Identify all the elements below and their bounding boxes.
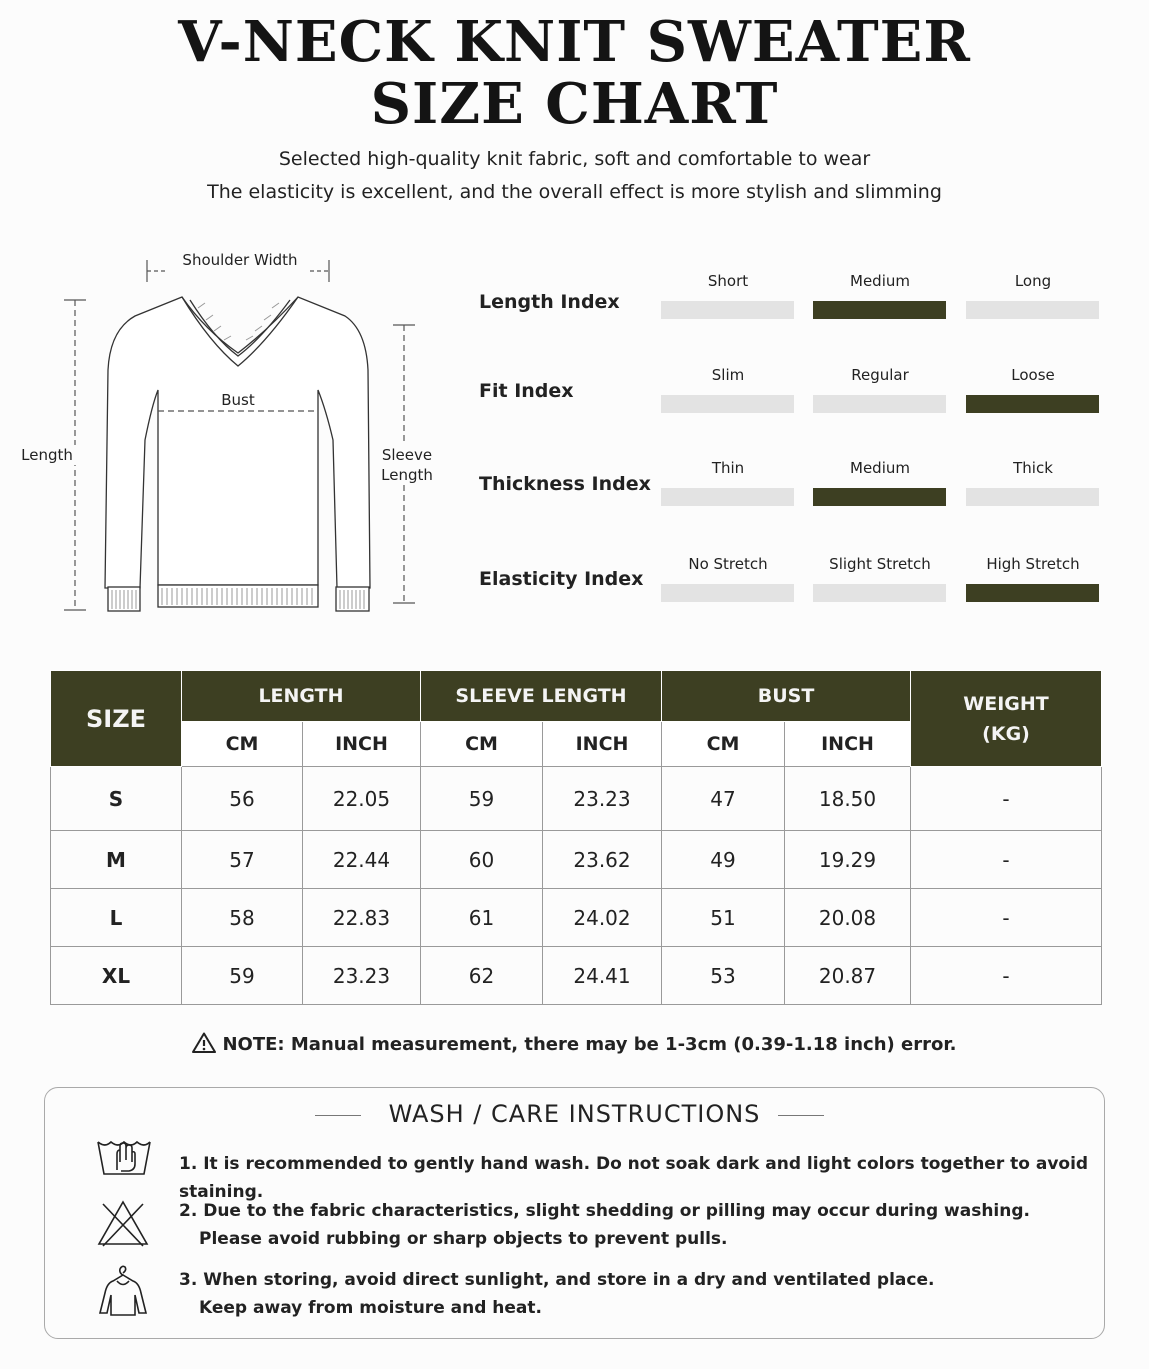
thickness-option-medium: Medium [850,459,910,477]
length-header: LENGTH [182,671,421,722]
length-inch-cell: 22.83 [303,889,421,947]
thickness-bar-medium [813,488,946,506]
warning-icon [192,1032,216,1058]
bust-cm-header: CM [662,722,785,767]
weight-header-line1: WEIGHT [963,692,1049,715]
fit-option-loose: Loose [1011,366,1055,384]
bust-inch-header: INCH [785,722,911,767]
length-index-label: Length Index [479,291,620,313]
care-item-3-line2: Keep away from moisture and heat. [199,1298,542,1318]
sleeve-cm-cell: 62 [421,947,543,1005]
care-item-2-line2: Please avoid rubbing or sharp objects to prevent pulls. [199,1229,728,1249]
bust-cm-cell: 53 [662,947,785,1005]
sleeve-length-label [376,445,438,485]
size-header: SIZE [51,671,182,767]
care-item-2-line1: 2. Due to the fabric characteristics, slight shedding or pilling may occur during washing. [179,1201,1030,1221]
thickness-bar-thick [966,488,1099,506]
size-cell: L [51,889,182,947]
weight-cell: - [911,767,1102,831]
sleeve-length-label-line2: Length [381,466,433,484]
bust-header: BUST [662,671,911,722]
care-item-2 [179,1197,1030,1253]
weight-header-line2: (KG) [982,722,1030,745]
sleeve-cm-cell: 61 [421,889,543,947]
table-row [51,889,1102,947]
elasticity-option-slight-stretch: Slight Stretch [829,555,931,573]
bust-cm-cell: 47 [662,767,785,831]
sweater-illustration [0,240,460,640]
fit-index-label: Fit Index [479,380,574,402]
fit-option-regular: Regular [851,366,909,384]
fit-bar-slim [661,395,794,413]
hand-wash-icon [95,1134,153,1182]
table-row [51,767,1102,831]
fit-bar-loose [966,395,1099,413]
length-option-long: Long [1014,272,1052,290]
sleeve-inch-cell: 23.23 [543,767,662,831]
size-cell: S [51,767,182,831]
sleeve-inch-header: INCH [543,722,662,767]
size-cell: XL [51,947,182,1005]
length-label: Length [14,445,80,465]
length-inch-cell: 23.23 [303,947,421,1005]
sleeve-inch-cell: 23.62 [543,831,662,889]
sweater-diagram [0,240,460,640]
shoulder-width-label: Shoulder Width [170,250,310,270]
weight-cell: - [911,947,1102,1005]
bust-inch-cell: 20.08 [785,889,911,947]
table-row [51,947,1102,1005]
fit-option-slim: Slim [711,366,745,384]
length-bar-long [966,301,1099,319]
bust-cm-cell: 51 [662,889,785,947]
sleeve-cm-cell: 60 [421,831,543,889]
length-cm-cell: 56 [182,767,303,831]
thickness-option-thick: Thick [1013,459,1053,477]
measurement-note [0,1032,1149,1058]
length-bar-medium [813,301,946,319]
length-option-short: Short [707,272,749,290]
length-inch-cell: 22.44 [303,831,421,889]
elasticity-option-no-stretch: No Stretch [688,555,768,573]
elasticity-bar-high-stretch [966,584,1099,602]
length-option-medium: Medium [850,272,910,290]
bust-inch-cell: 18.50 [785,767,911,831]
length-cm-header: CM [182,722,303,767]
note-text: NOTE: Manual measurement, there may be 1-3cm (0.39-1.18 inch) error. [222,1034,957,1055]
bust-cm-cell: 49 [662,831,785,889]
length-inch-header: INCH [303,722,421,767]
hanging-sweater-icon [95,1261,151,1323]
subtitle-line2: The elasticity is excellent, and the overall effect is more stylish and slimming [207,181,942,203]
elasticity-bar-no-stretch [661,584,794,602]
sleeve-length-label-line1: Sleeve [381,446,433,464]
bust-label: Bust [221,391,255,409]
bust-inch-cell: 19.29 [785,831,911,889]
size-table [50,670,1102,1005]
page-title-line1: V-NECK KNIT SWEATER [178,9,971,75]
length-cm-cell: 59 [182,947,303,1005]
subtitle-line1: Selected high-quality knit fabric, soft and comfortable to wear [278,148,871,170]
care-title: WASH / CARE INSTRUCTIONS [388,1100,761,1128]
sleeve-inch-cell: 24.02 [543,889,662,947]
weight-header [911,671,1102,767]
elasticity-option-high-stretch: High Stretch [986,555,1080,573]
do-not-wring-icon [95,1198,151,1254]
care-instructions-box [44,1087,1105,1339]
sleeve-inch-cell: 24.41 [543,947,662,1005]
length-cm-cell: 57 [182,831,303,889]
care-item-3-line1: 3. When storing, avoid direct sunlight, and store in a dry and ventilated place. [179,1270,935,1290]
length-bar-short [661,301,794,319]
thickness-option-thin: Thin [711,459,745,477]
care-item-3 [179,1266,934,1322]
table-row [51,831,1102,889]
length-inch-cell: 22.05 [303,767,421,831]
thickness-bar-thin [661,488,794,506]
thickness-index-label: Thickness Index [479,473,651,495]
fit-bar-regular [813,395,946,413]
bust-inch-cell: 20.87 [785,947,911,1005]
page-title-line2: SIZE CHART [370,71,779,137]
weight-cell: - [911,889,1102,947]
length-cm-cell: 58 [182,889,303,947]
weight-cell: - [911,831,1102,889]
elasticity-bar-slight-stretch [813,584,946,602]
size-cell: M [51,831,182,889]
sleeve-length-header: SLEEVE LENGTH [421,671,662,722]
care-item-1: 1. It is recommended to gently hand wash. Do not soak dark and light colors together to avoid staining. [179,1154,1089,1202]
sleeve-cm-header: CM [421,722,543,767]
elasticity-index-label: Elasticity Index [479,568,644,590]
sleeve-cm-cell: 59 [421,767,543,831]
